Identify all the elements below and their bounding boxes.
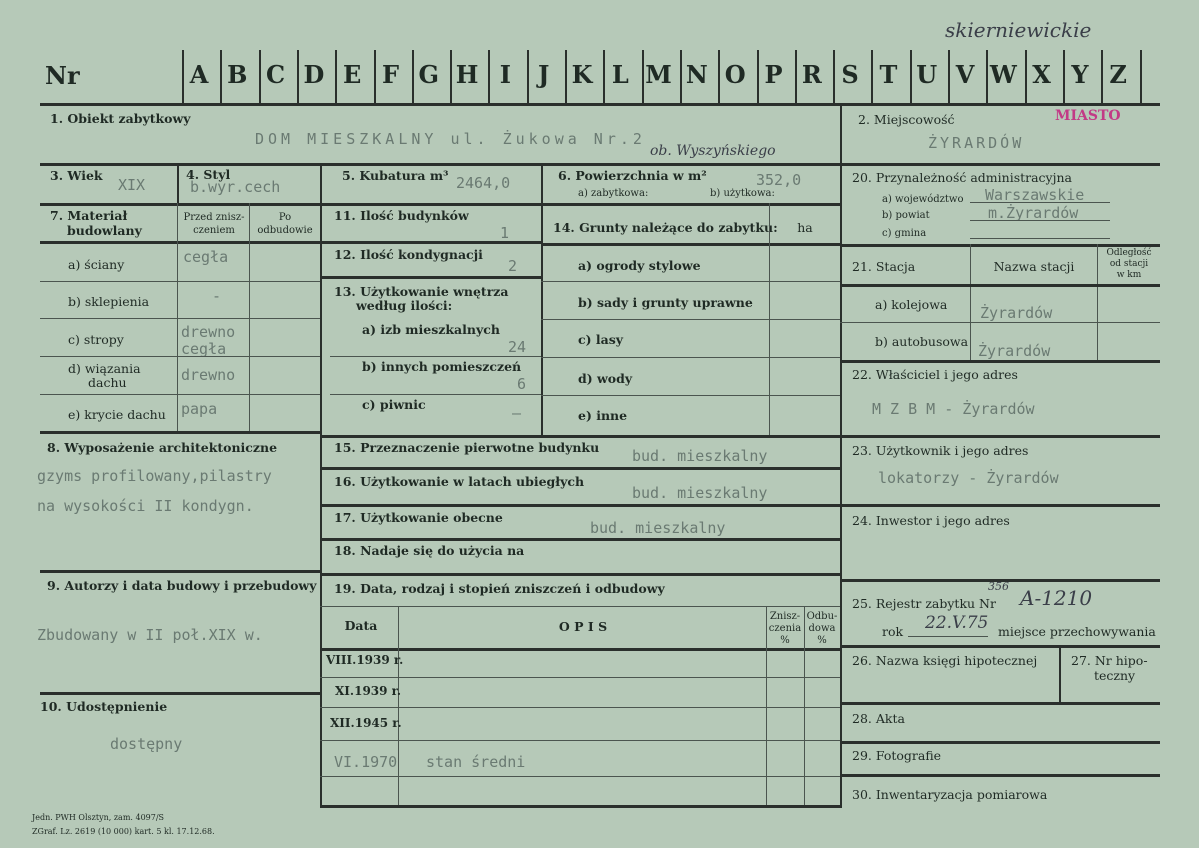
rule — [40, 394, 320, 395]
field-14-label: 14. Grunty należące do zabytku: — [553, 220, 778, 235]
field-20-b-value: m.Żyrardów — [988, 204, 1079, 222]
rule — [40, 163, 840, 166]
handwritten-voivodeship-note: skierniewickie — [945, 18, 1092, 42]
letter-p: P — [764, 60, 783, 89]
field-22-value: M Z B M - Żyrardów — [872, 400, 1035, 418]
field-8-line-1: gzyms profilowany,pilastry — [37, 467, 272, 485]
field-21-col-dist-2: od stacji — [1109, 259, 1149, 269]
rule — [40, 318, 320, 319]
field-25-label: 25. Rejestr zabytku Nr — [852, 596, 996, 611]
rule — [40, 570, 320, 573]
letter-k: K — [571, 60, 593, 89]
letter-s: S — [841, 60, 859, 89]
field-14-row-c: c) lasy — [578, 332, 624, 347]
rule — [840, 163, 1160, 166]
field-13-label: 13. Użytkowanie wnętrza — [334, 284, 509, 299]
rule — [541, 281, 840, 282]
rule — [541, 357, 840, 358]
letter-r: R — [801, 60, 822, 89]
field-7-col-before: Przed znisz- — [183, 212, 245, 223]
field-19-col-znisz-2: czenia — [768, 623, 802, 634]
field-23-value: lokatorzy - Żyrardów — [878, 469, 1059, 487]
letter-divider — [680, 50, 682, 103]
field-21-col-dist: Odległość — [1106, 248, 1152, 258]
letter-divider — [1101, 50, 1103, 103]
field-5-value: 2464,0 — [456, 174, 511, 192]
rule — [970, 220, 1110, 221]
letter-divider — [1140, 50, 1142, 103]
field-19-row-2-date: XI.1939 r. — [335, 684, 402, 698]
rule — [541, 319, 840, 320]
field-20-a: a) województwo — [882, 194, 964, 205]
letter-t: T — [879, 60, 898, 89]
letter-z: Z — [1109, 60, 1127, 89]
field-7-row-c-value: drewno — [181, 323, 236, 341]
field-19-row-4-opis: stan średni — [426, 753, 526, 771]
letter-f: F — [381, 60, 400, 89]
field-13-label-2: według ilości: — [356, 298, 453, 313]
field-25-place-label: miejsce przechowywania — [998, 624, 1156, 639]
field-17-label: 17. Użytkowanie obecne — [334, 510, 503, 525]
rule — [970, 202, 1110, 203]
field-7-row-c-value-2: cegła — [181, 340, 227, 358]
field-19-col-znisz-3: % — [780, 635, 790, 646]
field-7-row-e-value: papa — [181, 400, 218, 418]
rule — [840, 504, 1160, 507]
field-14-row-e: e) inne — [578, 408, 628, 423]
field-14-row-a: a) ogrody stylowe — [578, 258, 701, 273]
rule — [320, 241, 541, 244]
field-6-value: 352,0 — [756, 171, 802, 189]
rule — [320, 740, 840, 741]
letter-u: U — [916, 60, 938, 89]
letter-g: G — [418, 60, 440, 89]
field-7-row-b-value: - — [212, 287, 222, 305]
letter-divider — [488, 50, 490, 103]
rule — [840, 322, 1160, 323]
field-19-col-znisz: Znisz- — [769, 611, 801, 622]
field-27-label: 27. Nr hipo- — [1071, 653, 1148, 668]
field-7-label: 7. Materiał — [50, 208, 128, 223]
field-12-label: 12. Ilość kondygnacji — [334, 247, 483, 262]
rule — [970, 244, 971, 360]
field-25-number: A-1210 — [1020, 586, 1093, 610]
letter-a: A — [189, 60, 209, 89]
rule — [840, 360, 1160, 363]
field-20-label: 20. Przynależność administracyjna — [852, 170, 1072, 185]
field-19-row-1-date: VIII.1939 r. — [326, 653, 404, 667]
field-21-col-dist-3: w km — [1116, 270, 1142, 280]
field-9-value: Zbudowany w II poł.XIX w. — [37, 626, 263, 644]
field-21-b-value: Żyrardów — [978, 342, 1051, 360]
field-19-col-odbu: Odbu- — [806, 611, 838, 622]
letter-y: Y — [1071, 60, 1089, 89]
letter-v: V — [955, 60, 975, 89]
field-7-row-e: e) krycie dachu — [68, 407, 166, 422]
rule — [320, 805, 840, 808]
field-16-label: 16. Użytkowanie w latach ubiegłych — [334, 474, 585, 489]
nr-label: Nr — [45, 61, 80, 90]
field-7-row-d-2: dachu — [88, 375, 127, 390]
field-19-col-date: Data — [344, 618, 378, 633]
letter-divider — [1025, 50, 1027, 103]
field-9-label: 9. Autorzy i data budowy i przebudowy — [47, 578, 317, 593]
field-21-a: a) kolejowa — [875, 297, 948, 312]
letter-divider — [833, 50, 835, 103]
rule — [840, 741, 1160, 744]
rule — [840, 702, 1160, 705]
letter-divider — [795, 50, 797, 103]
rule — [249, 203, 250, 431]
rule — [40, 241, 320, 244]
rule — [40, 692, 320, 695]
field-28-label: 28. Akta — [852, 711, 905, 726]
letter-divider — [527, 50, 529, 103]
field-7-row-c: c) stropy — [68, 332, 124, 347]
letter-divider — [948, 50, 950, 103]
field-14-unit: ha — [797, 220, 813, 235]
field-3-label: 3. Wiek — [50, 168, 103, 183]
field-10-label: 10. Udostępnienie — [40, 699, 168, 714]
field-7-col-before-2: czeniem — [193, 225, 235, 236]
letter-divider — [412, 50, 414, 103]
field-20-b: b) powiat — [882, 210, 930, 221]
rule — [40, 431, 320, 434]
field-18-label: 18. Nadaje się do użycia na — [334, 543, 525, 558]
rule — [840, 284, 1160, 287]
header-bottom-rule — [40, 103, 1160, 106]
field-19-col-opis: O P I S — [558, 619, 608, 634]
letter-divider — [335, 50, 337, 103]
rule — [320, 504, 840, 507]
print-info-line-1: Jedn. PWH Olsztyn, zam. 4097/S — [32, 813, 165, 822]
field-5-label: 5. Kubatura m³ — [342, 168, 449, 183]
field-17-value: bud. mieszkalny — [590, 519, 726, 537]
letter-divider — [757, 50, 759, 103]
field-22-label: 22. Właściciel i jego adres — [852, 367, 1018, 382]
letter-h: H — [455, 60, 479, 89]
field-7-col-after: Po — [278, 212, 292, 223]
rule — [320, 435, 840, 438]
field-21-a-value: Żyrardów — [980, 304, 1053, 322]
field-7-row-b: b) sklepienia — [68, 294, 150, 309]
field-7-row-d-value: drewno — [181, 366, 236, 384]
field-23-label: 23. Użytkownik i jego adres — [852, 443, 1029, 458]
field-20-c: c) gmina — [882, 228, 927, 239]
field-7-row-d: d) wiązania — [68, 361, 141, 376]
field-25-year-label: rok — [882, 624, 904, 639]
letter-divider — [986, 50, 988, 103]
field-24-label: 24. Inwestor i jego adres — [852, 513, 1010, 528]
field-2-stamp: MIASTO — [1055, 108, 1121, 124]
letter-divider — [374, 50, 376, 103]
field-7-label-2: budowlany — [67, 223, 142, 238]
field-14-row-b: b) sady i grunty uprawne — [578, 295, 753, 310]
rule — [40, 281, 320, 282]
letter-divider — [603, 50, 605, 103]
rule — [320, 163, 322, 808]
letter-divider — [910, 50, 912, 103]
rule — [1097, 244, 1098, 360]
letter-divider — [871, 50, 873, 103]
rule — [320, 707, 840, 708]
letter-m: M — [645, 60, 672, 89]
rule — [840, 244, 1160, 247]
rule — [320, 776, 840, 777]
field-10-value: dostępny — [110, 735, 183, 753]
letter-l: L — [611, 60, 629, 89]
field-11-label: 11. Ilość budynków — [334, 208, 469, 223]
letter-divider — [642, 50, 644, 103]
rule — [840, 645, 1160, 648]
field-4-label: 4. Styl — [186, 167, 231, 182]
field-19-col-odbu-2: dowa — [808, 623, 836, 634]
field-13-b: b) innych pomieszczeń — [362, 359, 522, 374]
letter-w: W — [989, 60, 1017, 89]
letter-divider — [450, 50, 452, 103]
field-8-line-2: na wysokości II kondygn. — [37, 497, 254, 515]
letter-divider — [297, 50, 299, 103]
letter-i: I — [499, 60, 511, 89]
field-11-value: 1 — [500, 224, 510, 242]
rule — [40, 356, 320, 357]
field-21-col-name: Nazwa stacji — [993, 259, 1075, 274]
field-30-label: 30. Inwentaryzacja pomiarowa — [852, 787, 1048, 802]
letter-j: J — [538, 60, 550, 89]
field-2-label: 2. Miejscowość — [858, 112, 955, 127]
rule — [320, 467, 840, 470]
rule — [320, 276, 541, 279]
rule — [541, 395, 840, 396]
rule — [330, 356, 541, 357]
field-6-b-label: b) użytkowa: — [710, 188, 775, 199]
letter-n: N — [685, 60, 708, 89]
field-7-row-a: a) ściany — [68, 257, 125, 272]
field-2-value: ŻYRARDÓW — [928, 134, 1025, 152]
field-29-label: 29. Fotografie — [852, 748, 942, 763]
field-19-col-odbu-3: % — [817, 635, 827, 646]
letter-divider — [220, 50, 222, 103]
field-3-value: XIX — [118, 176, 146, 194]
field-25-small-note: 356 — [988, 580, 1009, 593]
field-13-b-value: 6 — [517, 375, 527, 393]
field-6-label: 6. Powierzchnia w m² — [558, 168, 707, 183]
field-13-c-value: – — [512, 404, 522, 422]
letter-e: E — [343, 60, 362, 89]
field-13-c: c) piwnic — [362, 397, 426, 412]
letter-divider — [259, 50, 261, 103]
rule — [320, 677, 840, 678]
rule — [320, 573, 840, 576]
field-13-a: a) izb mieszkalnych — [362, 322, 500, 337]
field-4-value: b.wyr.cech — [190, 178, 281, 196]
field-19-row-4-date: VI.1970 — [334, 753, 398, 771]
field-6-a-label: a) zabytkowa: — [578, 188, 649, 199]
field-8-label: 8. Wyposażenie architektoniczne — [47, 440, 278, 455]
rule — [330, 394, 541, 395]
letter-d: D — [303, 60, 325, 89]
field-16-value: bud. mieszkalny — [632, 484, 768, 502]
rule — [40, 203, 840, 206]
field-7-row-a-value: cegła — [183, 248, 229, 266]
letter-b: B — [227, 60, 248, 89]
field-12-value: 2 — [508, 257, 518, 275]
field-13-a-value: 24 — [508, 338, 527, 356]
rule — [177, 203, 178, 431]
rule — [1059, 645, 1061, 702]
letter-divider — [565, 50, 567, 103]
field-21-label: 21. Stacja — [852, 259, 916, 274]
field-15-label: 15. Przeznaczenie pierwotne budynku — [334, 440, 600, 455]
field-1-label: 1. Obiekt zabytkowy — [50, 111, 191, 126]
letter-x: X — [1032, 60, 1051, 89]
rule — [840, 435, 1160, 438]
letter-c: C — [266, 60, 286, 89]
field-1-value: DOM MIESZKALNY ul. Żukowa Nr.2 — [255, 130, 646, 148]
letter-divider — [1063, 50, 1065, 103]
field-7-col-after-2: odbudowie — [257, 225, 313, 236]
field-27-label-2: teczny — [1094, 668, 1136, 683]
rule — [970, 238, 1110, 239]
letter-divider — [718, 50, 720, 103]
field-14-row-d: d) wody — [578, 371, 633, 386]
field-1-handwritten-note: ob. Wyszyńskiego — [650, 143, 776, 159]
rule — [908, 636, 988, 637]
field-26-label: 26. Nazwa księgi hipotecznej — [852, 653, 1038, 668]
print-info-line-2: ZGraf. Lz. 2619 (10 000) kart. 5 kl. 17.12.68. — [32, 827, 215, 836]
rule — [320, 538, 840, 541]
letter-o: O — [724, 60, 746, 89]
field-19-label: 19. Data, rodzaj i stopień zniszczeń i odbudowy — [334, 581, 665, 596]
field-19-row-3-date: XII.1945 r. — [330, 716, 402, 730]
field-25-year: 22.V.75 — [925, 613, 989, 633]
rule — [840, 774, 1160, 777]
field-15-value: bud. mieszkalny — [632, 447, 768, 465]
field-21-b: b) autobusowa — [875, 334, 969, 349]
rule — [177, 163, 179, 203]
rule — [541, 243, 840, 246]
letter-divider — [182, 50, 184, 103]
field-20-a-value: Warszawskie — [985, 186, 1085, 204]
